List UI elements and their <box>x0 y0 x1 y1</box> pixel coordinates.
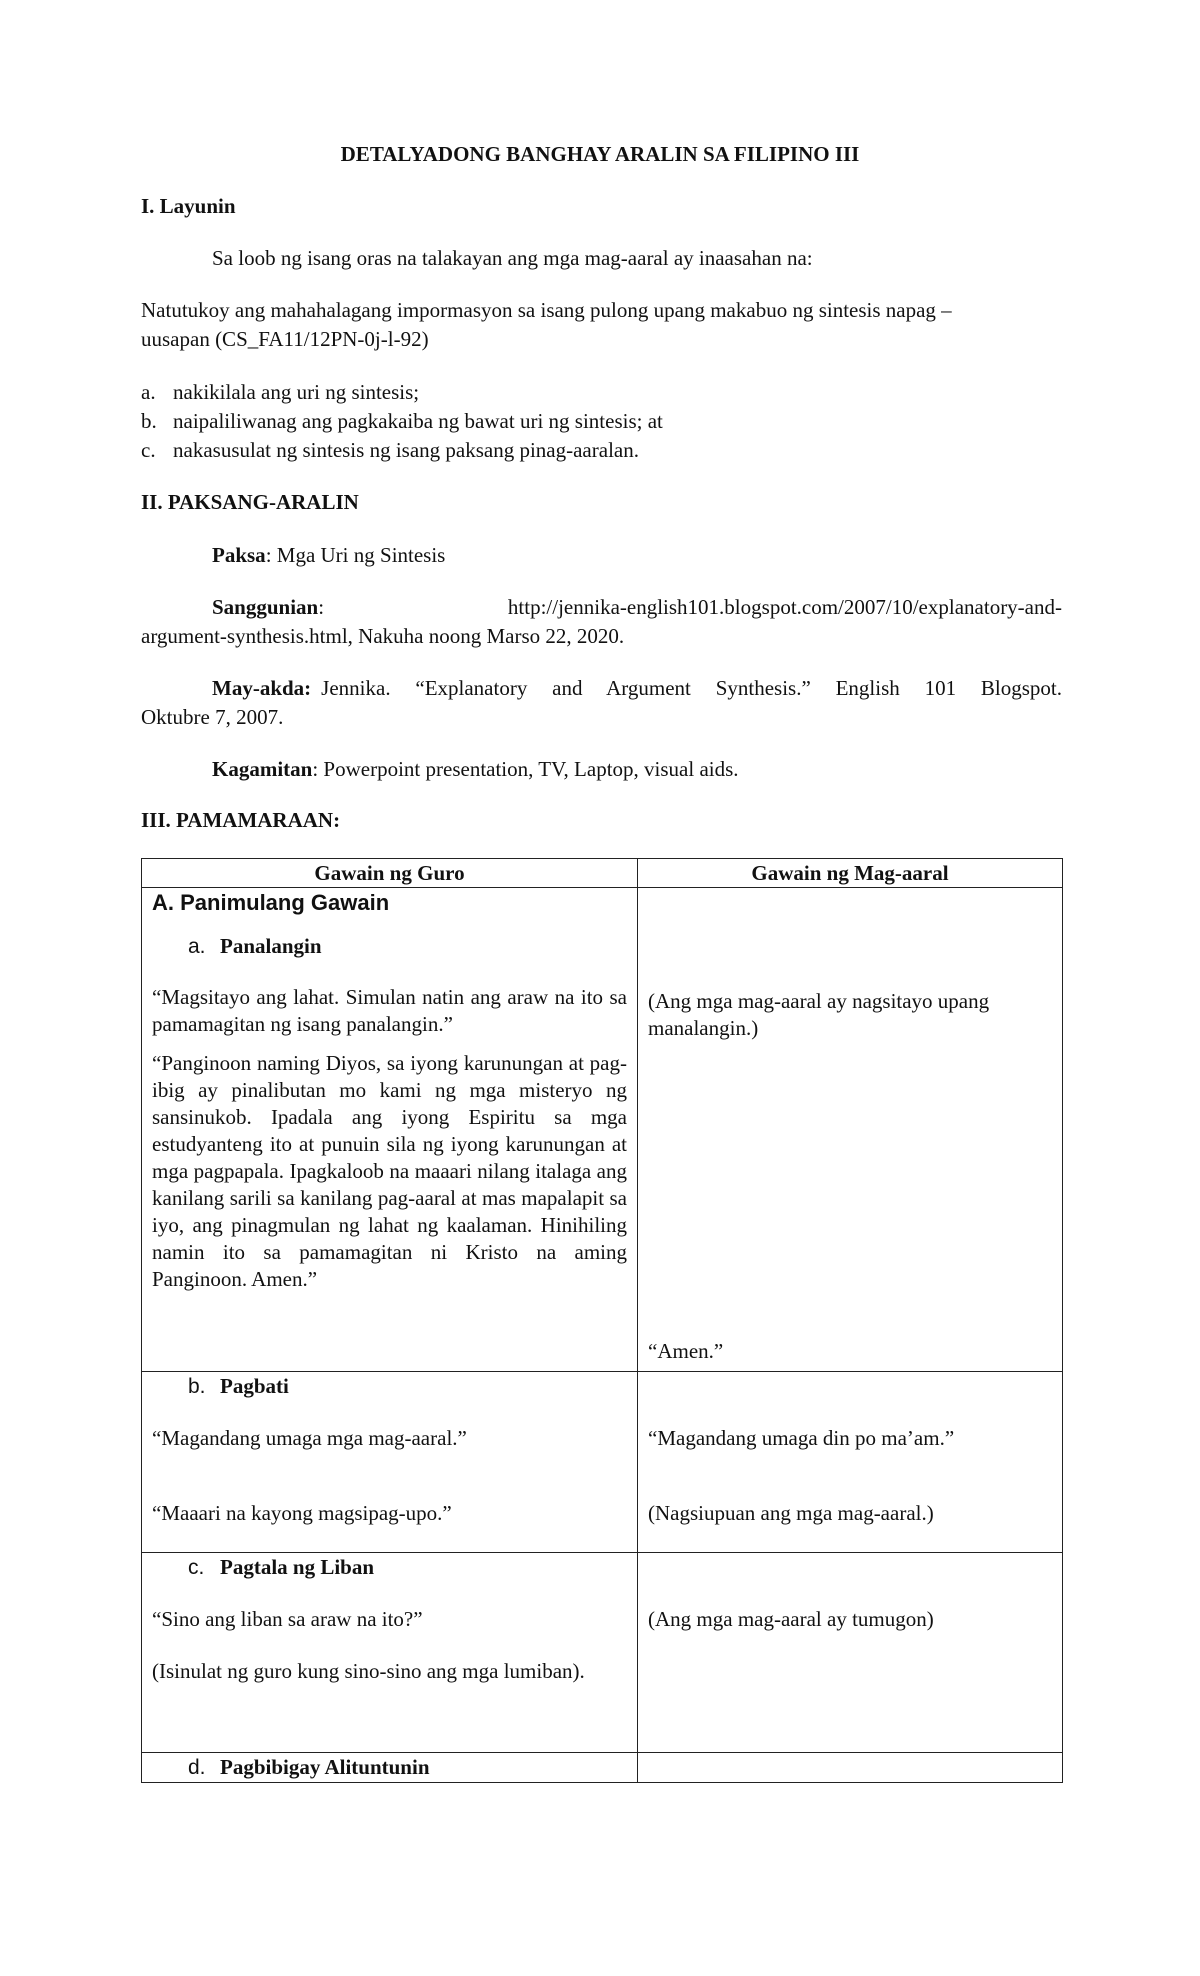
section-layunin-heading: I. Layunin <box>141 194 236 218</box>
mayakda-text: Jennika. “Explanatory and Argument Synthesis.” English 101 Blogspot. <box>321 676 1062 700</box>
list-text: nakikilala ang uri ng sintesis; <box>173 380 420 404</box>
teacher-cell-liban <box>142 1553 638 1753</box>
subheading-liban <box>188 1554 627 1581</box>
column-header-teacher: Gawain ng Guro <box>142 859 638 888</box>
sub-letter: b. <box>188 1375 206 1398</box>
sanggunian-label: Sanggunian <box>212 595 319 619</box>
teacher-prayer-text: “Panginoon naming Diyos, sa iyong karunungan at pag-ibig ay pinalibutan mo kami ng mga misteryo ng sansinukob. Ipadala ang iyong Espiritu sa mga estudyanteng ito at punuin sila ng iyong karunungan at mga pagpapala. Ipagkaloob na maaari nilang italaga ang kanilang sarili sa kanilang pag-aaral at mas mapalapit sa iyo, ang pinagmulan ng lahat ng kaalaman. Hinihiling namin ito sa pamamagitan ni Kristo na aming Panginoon. Amen.” <box>152 1051 627 1291</box>
layunin-intro: Sa loob ng isang oras na talakayan ang mga mag-aaral ay inaasahan na: <box>212 246 813 270</box>
teacher-cell-panalangin <box>142 888 638 1372</box>
subheading-pagbati <box>188 1373 627 1400</box>
student-amen-text: “Amen.” <box>648 1339 724 1363</box>
student-text: (Ang mga mag-aaral ay nagsitayo upang manalangin.) <box>648 989 990 1040</box>
paksa-value: : Mga Uri ng Sintesis <box>265 543 446 567</box>
objective-item-a <box>141 378 419 407</box>
table-row <box>142 1753 1063 1783</box>
part-a-heading: A. Panimulang Gawain <box>152 890 390 915</box>
sanggunian-colon: : <box>318 595 325 619</box>
teacher-cell-pagbati <box>142 1372 638 1553</box>
student-text: (Ang mga mag-aaral ay tumugon) <box>648 1607 934 1631</box>
teacher-text: “Sino ang liban sa araw na ito?” <box>152 1607 423 1631</box>
student-cell-panalangin <box>638 888 1063 1372</box>
table-row <box>142 888 1063 1372</box>
student-cell-pagbati <box>638 1372 1063 1553</box>
sanggunian-line-2: argument-synthesis.html, Nakuha noong Marso 22, 2020. <box>141 624 625 648</box>
objective-item-c <box>141 436 639 465</box>
objective-line-1: Natutukoy ang mahahalagang impormasyon sa isang pulong upang makabuo ng sintesis napag – <box>141 298 952 322</box>
sub-letter: a. <box>188 935 206 958</box>
list-text: nakasusulat ng sintesis ng isang paksang pinag-aaralan. <box>173 438 639 462</box>
document-title: DETALYADONG BANGHAY ARALIN SA FILIPINO III <box>340 142 860 166</box>
section-paksang-aralin-heading: II. PAKSANG-ARALIN <box>141 490 359 514</box>
paksa-label: Paksa <box>212 543 266 567</box>
teacher-text: (Isinulat ng guro kung sino-sino ang mga lumiban). <box>152 1659 585 1683</box>
objective-line-2: uusapan (CS_FA11/12PN-0j-l-92) <box>141 327 429 351</box>
mayakda-label: May-akda: <box>212 676 312 700</box>
list-letter: a. <box>141 380 156 404</box>
column-header-student: Gawain ng Mag-aaral <box>638 859 1063 888</box>
teacher-text: “Maaari na kayong magsipag-upo.” <box>152 1501 452 1525</box>
section-pamamaraan-heading: III. PAMAMARAAN: <box>141 808 341 832</box>
subheading-alituntunin <box>188 1754 627 1781</box>
sub-letter: c. <box>188 1556 205 1579</box>
teacher-cell-alituntunin <box>142 1753 638 1783</box>
table-row <box>142 1372 1063 1553</box>
teacher-text: “Magandang umaga mga mag-aaral.” <box>152 1426 467 1450</box>
kagamitan-line <box>212 755 739 784</box>
list-text: naipaliliwanag ang pagkakaiba ng bawat uri ng sintesis; at <box>173 409 663 433</box>
kagamitan-value: : Powerpoint presentation, TV, Laptop, visual aids. <box>312 757 739 781</box>
table-row <box>142 1553 1063 1753</box>
subheading-panalangin <box>188 933 627 960</box>
sub-letter: d. <box>188 1756 206 1779</box>
list-letter: b. <box>141 409 157 433</box>
mayakda-line-1 <box>212 674 1062 703</box>
sanggunian-url: http://jennika-english101.blogspot.com/2007/10/explanatory-and- <box>507 595 1062 619</box>
sub-label: Panalangin <box>220 934 322 958</box>
kagamitan-label: Kagamitan <box>212 757 313 781</box>
pamamaraan-table <box>141 858 1063 1783</box>
table-header-row <box>142 859 1063 888</box>
teacher-text: “Magsitayo ang lahat. Simulan natin ang araw na ito sa pamamagitan ng isang panalangin.” <box>152 985 627 1036</box>
paksa-line <box>212 541 445 570</box>
sanggunian-label-line <box>212 593 324 622</box>
student-text: (Nagsiupuan ang mga mag-aaral.) <box>648 1501 934 1525</box>
student-cell-liban <box>638 1553 1063 1753</box>
sub-label: Pagbibigay Alituntunin <box>220 1755 430 1779</box>
objective-item-b <box>141 407 663 436</box>
sub-label: Pagbati <box>220 1374 289 1398</box>
student-text: “Magandang umaga din po ma’am.” <box>648 1426 955 1450</box>
sub-label: Pagtala ng Liban <box>220 1555 375 1579</box>
mayakda-line-2: Oktubre 7, 2007. <box>141 705 284 729</box>
student-cell-alituntunin <box>638 1753 1063 1783</box>
list-letter: c. <box>141 438 156 462</box>
